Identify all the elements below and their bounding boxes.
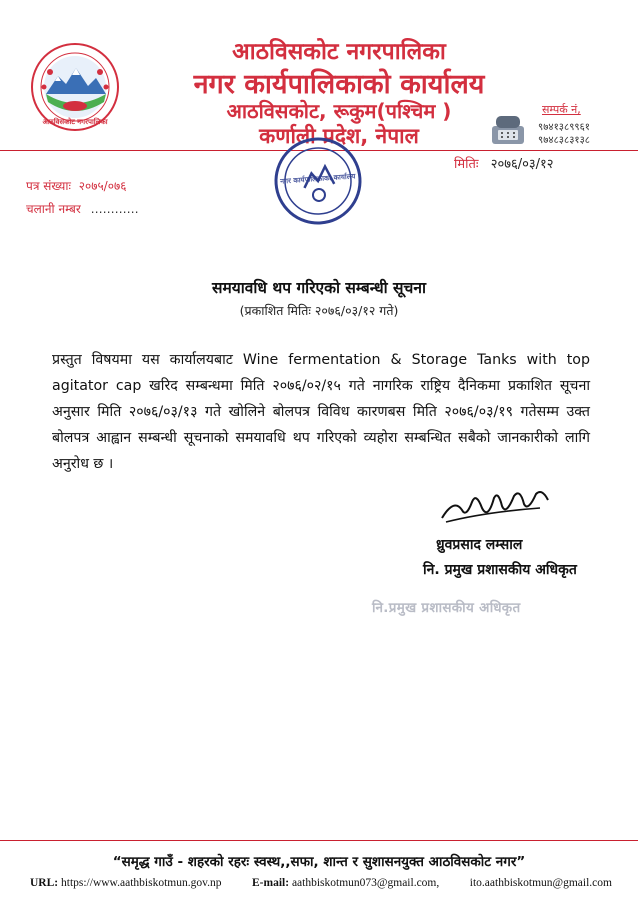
dispatch-label: चलानी नम्बर xyxy=(26,202,81,216)
signatory-title: नि. प्रमुख प्रशासकीय अधिकृत xyxy=(423,562,577,578)
letter-date xyxy=(454,154,554,172)
stamp-text: नगर कार्यपालिकाको कार्यालय xyxy=(279,172,356,186)
signature-mark xyxy=(436,478,556,528)
footer-url xyxy=(30,877,221,889)
contact-phone-2: ९७४८३८३१३८ xyxy=(538,135,590,146)
contact-label: सम्पर्क नं, xyxy=(542,103,581,116)
contact-block xyxy=(486,100,626,148)
date-value: २०७६/०३/१२ xyxy=(490,157,554,172)
email-secondary[interactable]: ito.aathbiskotmun@gmail.com xyxy=(469,877,612,889)
reference-number xyxy=(26,177,126,194)
dispatch-value: ………… xyxy=(90,202,139,216)
emblem-caption: आठविसकोट नगरपालिका xyxy=(42,118,108,126)
date-label: मितिः xyxy=(454,157,479,172)
notice-title: समयावधि थप गरिएको सम्बन्धी सूचना xyxy=(212,279,426,297)
office-address: आठविसकोट, रूकुम(पश्चिम ) xyxy=(226,99,452,123)
office-name: नगर कार्यपालिकाको कार्यालय xyxy=(193,69,485,100)
published-date: (प्रकाशित मितिः २०७६/०३/१२ गते) xyxy=(239,303,399,318)
province-country: कर्णाली प्रदेश, नेपाल xyxy=(259,124,419,148)
signature xyxy=(436,478,556,528)
signatory-name: ध्रुवप्रसाद लम्साल xyxy=(436,537,523,553)
ref-value: २०७५/०७६ xyxy=(78,179,127,193)
email-label: E-mail: xyxy=(252,877,290,889)
footer-contacts xyxy=(30,877,612,889)
url-label: URL: xyxy=(30,877,59,889)
office-stamp xyxy=(269,132,367,230)
footer-divider xyxy=(0,840,638,841)
phone-icon xyxy=(490,112,526,146)
email-primary[interactable]: aathbiskotmun073@gmail.com, xyxy=(291,877,440,889)
dispatch-number xyxy=(26,200,139,217)
contact-phone-1: ९७४१३८९९६१ xyxy=(538,122,590,133)
footer-slogan: “समृद्ध गाउँ - शहरको रहरः स्वस्थ,,सफा, शान्त र सुशासनयुक्त आठविसकोट नगर” xyxy=(112,854,526,870)
signatory-seal: नि.प्रमुख प्रशासकीय अधिकृत xyxy=(372,600,521,616)
ref-label: पत्र संख्याः xyxy=(26,179,71,193)
municipality-name: आठविसकोट नगरपालिका xyxy=(232,39,446,65)
footer-email xyxy=(252,877,439,889)
notice-body: प्रस्तुत विषयमा यस कार्यालयबाट Wine fermentation & Storage Tanks with top agitator cap खरिद सम्बन्धमा मिति २०७६/०२/१५ गते नागरिक राष्ट्रिय दैनिकमा प्रकाशित सूचना अनुसार मिति २०७६/०३/१३ गते खोलिने बोलपत्र विविध कारणबस मिति २०७६/०३/१९ गतेसम्म उक्त बोलपत्र आह्वान सम्बन्धी सूचनाको समयावधि थप गरिएको व्यहोरा सम्बन्धित सबैको जानकारीको लागि अनुरोध छ । xyxy=(52,352,590,472)
url-value[interactable]: https://www.aathbiskotmun.gov.np xyxy=(61,877,222,889)
